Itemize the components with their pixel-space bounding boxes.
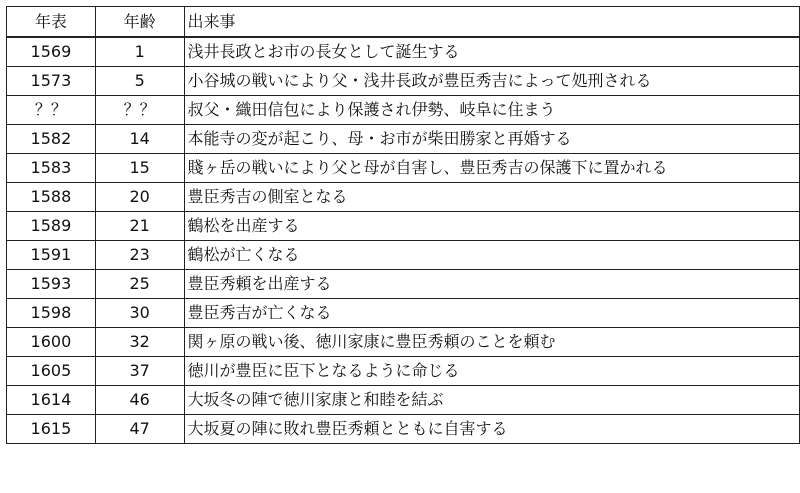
cell-age: 37 <box>95 357 184 386</box>
cell-year: 1588 <box>7 183 96 212</box>
cell-age: 15 <box>95 154 184 183</box>
cell-age: 32 <box>95 328 184 357</box>
cell-event: 大坂夏の陣に敗れ豊臣秀頼とともに自害する <box>184 415 799 444</box>
cell-event: 豊臣秀頼を出産する <box>184 270 799 299</box>
cell-event: 浅井長政とお市の長女として誕生する <box>184 37 799 67</box>
cell-year: 1582 <box>7 125 96 154</box>
timeline-table <box>6 6 800 444</box>
cell-age: ？？ <box>95 96 184 125</box>
cell-age: 46 <box>95 386 184 415</box>
header-year: 年表 <box>7 7 96 38</box>
cell-event: 叔父・織田信包により保護され伊勢、岐阜に住まう <box>184 96 799 125</box>
cell-year: 1605 <box>7 357 96 386</box>
table-row <box>7 96 800 125</box>
cell-event: 豊臣秀吉が亡くなる <box>184 299 799 328</box>
cell-event: 関ヶ原の戦い後、徳川家康に豊臣秀頼のことを頼む <box>184 328 799 357</box>
cell-age: 21 <box>95 212 184 241</box>
cell-year: 1589 <box>7 212 96 241</box>
header-event: 出来事 <box>184 7 799 38</box>
cell-event: 鶴松を出産する <box>184 212 799 241</box>
header-age: 年齢 <box>95 7 184 38</box>
cell-year: 1598 <box>7 299 96 328</box>
cell-year: 1573 <box>7 67 96 96</box>
table-row <box>7 357 800 386</box>
table-row <box>7 183 800 212</box>
cell-age: 14 <box>95 125 184 154</box>
cell-age: 47 <box>95 415 184 444</box>
cell-event: 小谷城の戦いにより父・浅井長政が豊臣秀吉によって処刑される <box>184 67 799 96</box>
cell-age: 1 <box>95 37 184 67</box>
table-row <box>7 125 800 154</box>
table-row <box>7 67 800 96</box>
cell-age: 30 <box>95 299 184 328</box>
table-row <box>7 415 800 444</box>
table-row <box>7 241 800 270</box>
cell-year: 1591 <box>7 241 96 270</box>
cell-age: 5 <box>95 67 184 96</box>
table-row <box>7 37 800 67</box>
cell-event: 鶴松が亡くなる <box>184 241 799 270</box>
cell-event: 大坂冬の陣で徳川家康と和睦を結ぶ <box>184 386 799 415</box>
cell-year: 1614 <box>7 386 96 415</box>
cell-event: 徳川が豊臣に臣下となるように命じる <box>184 357 799 386</box>
cell-year: ？？ <box>7 96 96 125</box>
cell-event: 賤ヶ岳の戦いにより父と母が自害し、豊臣秀吉の保護下に置かれる <box>184 154 799 183</box>
cell-year: 1583 <box>7 154 96 183</box>
cell-event: 本能寺の変が起こり、母・お市が柴田勝家と再婚する <box>184 125 799 154</box>
cell-year: 1593 <box>7 270 96 299</box>
header-row <box>7 7 800 38</box>
cell-year: 1569 <box>7 37 96 67</box>
cell-event: 豊臣秀吉の側室となる <box>184 183 799 212</box>
table-row <box>7 328 800 357</box>
table-row <box>7 299 800 328</box>
table-row <box>7 386 800 415</box>
cell-year: 1600 <box>7 328 96 357</box>
cell-age: 23 <box>95 241 184 270</box>
table-row <box>7 270 800 299</box>
cell-age: 25 <box>95 270 184 299</box>
table-row <box>7 212 800 241</box>
timeline-table-container <box>6 6 800 444</box>
table-row <box>7 154 800 183</box>
cell-year: 1615 <box>7 415 96 444</box>
cell-age: 20 <box>95 183 184 212</box>
